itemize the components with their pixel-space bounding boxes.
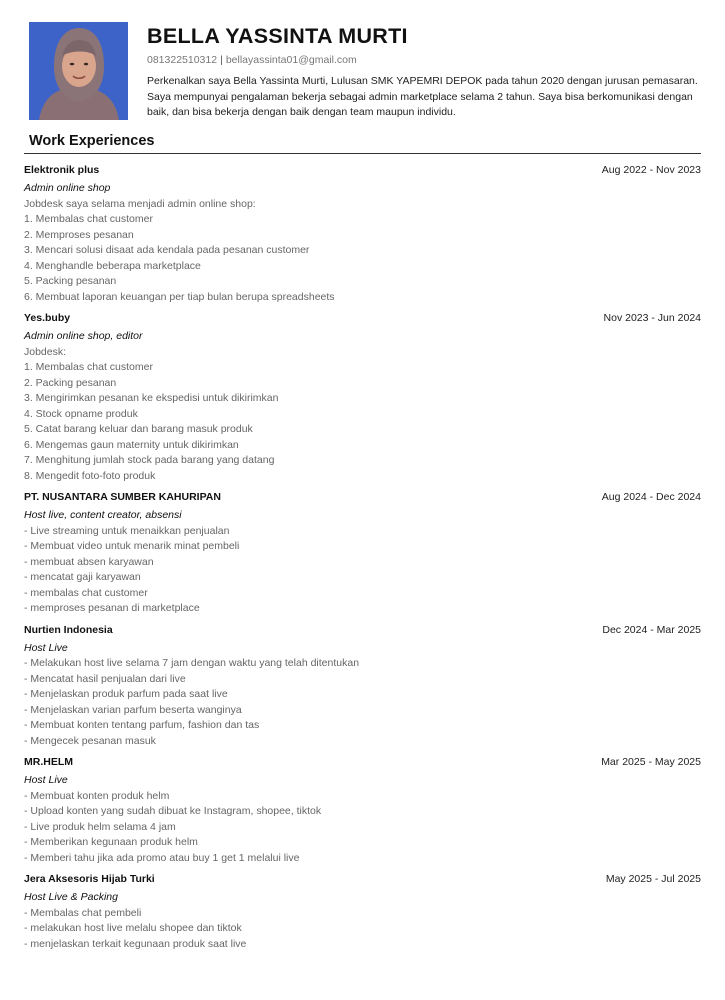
profile-photo-image (29, 22, 128, 120)
experience-header (24, 624, 701, 641)
job-duty-line: - membuat absen karyawan (24, 555, 154, 568)
experience-header (24, 873, 701, 890)
contact-separator: | (220, 54, 223, 66)
section-divider (24, 153, 701, 154)
employment-dates: Mar 2025 - May 2025 (601, 756, 701, 768)
job-duty-line: - Mengecek pesanan masuk (24, 734, 156, 747)
experience-entry (24, 312, 701, 484)
employment-dates: Aug 2022 - Nov 2023 (601, 164, 701, 176)
profile-photo (29, 22, 128, 120)
job-duty-line: 5. Catat barang keluar dan barang masuk produk (24, 423, 253, 435)
job-duty-line: 6. Membuat laporan keuangan per tiap bulan berupa spreadsheets (24, 290, 335, 303)
job-duty-line: - menjelaskan terkait kegunaan produk saat live (24, 937, 247, 950)
contact-line (147, 53, 701, 67)
resume-header (29, 22, 701, 122)
experience-entry (24, 756, 701, 866)
job-duty-line: 8. Mengedit foto-foto produk (24, 469, 156, 482)
experience-header (24, 164, 701, 181)
section-title-work-experiences: Work Experiences (29, 133, 155, 149)
employment-dates: May 2025 - Jul 2025 (605, 873, 701, 885)
job-duty-line: - Melakukan host live selama 7 jam dengan waktu yang telah ditentukan (24, 657, 360, 669)
job-duty-line: - Menjelaskan varian parfum beserta wanginya (24, 703, 242, 716)
job-duty-line: - Membuat konten produk helm (24, 789, 170, 802)
job-role: Host live, content creator, absensi (24, 509, 182, 521)
job-duty-line: - Memberikan kegunaan produk helm (24, 836, 198, 848)
employment-dates: Nov 2023 - Jun 2024 (603, 312, 701, 324)
job-duty-line: - Mencatat hasil penjualan dari live (24, 672, 186, 685)
job-duty-line: Jobdesk saya selama menjadi admin online shop: (24, 197, 256, 210)
experience-entry (24, 624, 701, 750)
job-duty-line: - Membalas chat pembeli (24, 906, 142, 919)
job-duty-line: - Menjelaskan produk parfum pada saat live (24, 688, 228, 700)
experience-header (24, 756, 701, 773)
employment-dates: Aug 2024 - Dec 2024 (601, 491, 701, 503)
experience-header (24, 312, 701, 329)
job-duty-line: 1. Membalas chat customer (24, 361, 153, 373)
work-experience-list (24, 164, 701, 959)
job-duty-line: Jobdesk: (24, 345, 67, 358)
job-duty-line: 5. Packing pesanan (24, 275, 117, 287)
job-duty-line: - memproses pesanan di marketplace (24, 602, 200, 614)
job-duty-line: 3. Mencari solusi disaat ada kendala pada pesanan customer (24, 244, 310, 256)
company-name: MR.HELM (24, 756, 73, 768)
experience-entry (24, 873, 701, 952)
job-duty-line: - mencatat gaji karyawan (24, 571, 141, 583)
job-duty-line: - Membuat video untuk menarik minat pembeli (24, 540, 240, 552)
job-role: Admin online shop, editor (24, 330, 143, 342)
email-address[interactable]: bellayassinta01@gmail.com (225, 54, 357, 66)
company-name: Jera Aksesoris Hijab Turki (24, 873, 155, 885)
job-role: Admin online shop (24, 182, 111, 194)
job-duty-line: 2. Packing pesanan (24, 376, 117, 389)
profile-summary: Perkenalkan saya Bella Yassinta Murti, Lulusan SMK YAPEMRI DEPOK pada tahun 2020 dengan jurusan pemasaran. Saya mempunyai pengalaman bekerja sebagai admin marketplace selama 2 tahun. Saya bisa berkomunikasi dengan baik, dan bisa bekerja dengan baik dengan team maupun individu. (147, 75, 698, 118)
job-duty-line: 4. Menghandle beberapa marketplace (24, 259, 201, 272)
phone-number: 081322510312 (147, 54, 218, 66)
job-duty-line: - Live produk helm selama 4 jam (24, 820, 176, 833)
job-duty-line: 7. Menghitung jumlah stock pada barang yang datang (24, 454, 275, 466)
employment-dates: Dec 2024 - Mar 2025 (602, 623, 701, 636)
job-duty-line: - melakukan host live melalu shopee dan tiktok (24, 922, 242, 934)
candidate-name: BELLA YASSINTA MURTI (147, 24, 408, 48)
job-duty-line: - membalas chat customer (24, 586, 148, 599)
job-duty-line: - Upload konten yang sudah dibuat ke Instagram, shopee, tiktok (24, 805, 322, 817)
experience-header (24, 491, 701, 508)
experience-entry (24, 164, 701, 305)
job-duty-line: 1. Membalas chat customer (24, 213, 153, 225)
job-role: Host Live (24, 774, 68, 786)
job-duty-line: - Membuat konten tentang parfum, fashion dan tas (24, 719, 260, 731)
job-duty-line: 4. Stock opname produk (24, 407, 138, 420)
job-role: Host Live & Packing (24, 891, 118, 903)
experience-entry (24, 491, 701, 617)
header-text (147, 22, 701, 121)
job-duty-line: 2. Memproses pesanan (24, 228, 134, 241)
job-role: Host Live (24, 641, 68, 654)
job-duty-line: - Memberi tahu jika ada promo atau buy 1 get 1 melalui live (24, 851, 300, 864)
company-name: PT. NUSANTARA SUMBER KAHURIPAN (24, 491, 221, 503)
job-duty-line: - Live streaming untuk menaikkan penjualan (24, 524, 230, 537)
company-name: Elektronik plus (24, 164, 100, 176)
job-duty-line: 6. Mengemas gaun maternity untuk dikirimkan (24, 438, 239, 451)
company-name: Nurtien Indonesia (24, 623, 113, 636)
job-duty-line: 3. Mengirimkan pesanan ke ekspedisi untuk dikirimkan (24, 392, 279, 404)
company-name: Yes.buby (24, 312, 71, 324)
